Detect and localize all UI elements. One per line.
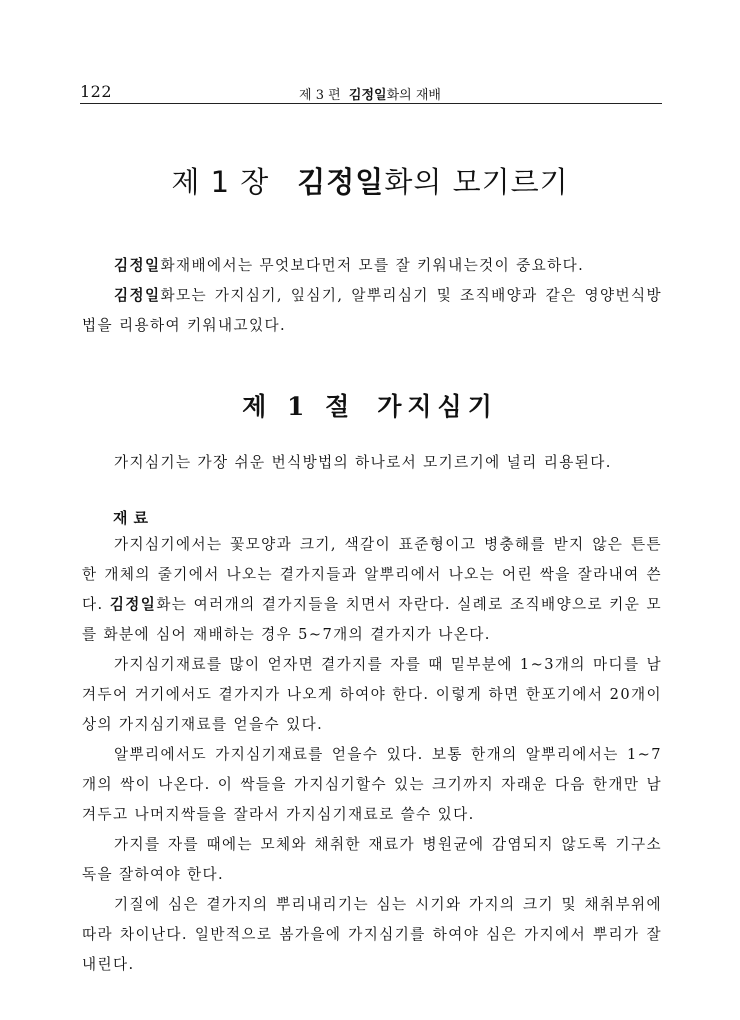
subheading-materials: 재료 (113, 509, 154, 527)
body-p1-bold: 김정일 (109, 596, 157, 613)
section-intro: 가지심기는 가장 쉬운 번식방법의 하나로서 모기르기에 널리 리용된다. (114, 454, 612, 471)
running-head-rest: 화의 재배 (386, 88, 441, 103)
section-number: 제 1 절 (242, 392, 356, 421)
body-p1-text-a: 가지심기에서는 꽃모양과 크기, 색갈이 표준형이고 병충해를 받지 않은 튼튼한 개체의 줄기에서 나오는 곁가지들과 알뿌리에서 나오는 어린 싹을 잘라내여 쓴다. (82, 536, 662, 613)
running-head-part: 제 3 편 (299, 88, 349, 103)
body-paragraph-1 (82, 530, 662, 650)
section-title (0, 387, 740, 423)
header-rule (80, 103, 662, 104)
chapter-number: 제 1 장 (171, 165, 270, 199)
intro-p1-text: 화재배에서는 무엇보다먼저 모를 잘 키워내는것이 중요하다. (160, 257, 585, 274)
chapter-title-rest: 화의 모기르기 (384, 165, 569, 199)
page-header (80, 78, 660, 104)
running-head-bold: 김정일 (348, 88, 387, 103)
body-paragraph-3: 알뿌리에서도 가지심기재료를 얻을수 있다. 보통 한개의 알뿌리에서는 1∼7개의 싹이 나온다. 이 싹들을 가지심기할수 있는 크기까지 자래운 다음 한개만 남겨두고 나머지싹들을 잘라서 가지심기재료로 쓸수 있다. (82, 746, 662, 823)
section-title-text: 가지심기 (377, 392, 498, 421)
body-paragraph-5: 기질에 심은 곁가지의 뿌리내리기는 심는 시기와 가지의 크기 및 채취부위에 따라 차이난다. 일반적으로 봄가을에 가지심기를 하여야 심은 가지에서 뿌리가 잘 내린다. (82, 896, 662, 973)
running-head (80, 84, 660, 103)
intro-p1-bold: 김정일 (114, 257, 161, 274)
body-paragraph-4: 가지를 자를 때에는 모체와 채취한 재료가 병원균에 감염되지 않도록 기구소독을 잘하여야 한다. (82, 836, 662, 883)
page-number: 122 (80, 82, 113, 101)
body-p1-text-b: 화는 여러개의 곁가지들을 치면서 자란다. 실례로 조직배양으로 키운 모를 화분에 심어 재배하는 경우 5∼7개의 곁가지가 나온다. (82, 596, 662, 643)
body-paragraph-2: 가지심기재료를 많이 얻자면 곁가지를 자를 때 밑부분에 1∼3개의 마디를 남겨두어 거기에서도 곁가지가 나오게 하여야 한다. 이렇게 하면 한포기에서 20개이상의 가지심기재료를 얻을수 있다. (82, 656, 662, 733)
intro-p2-bold: 김정일 (114, 287, 161, 304)
chapter-title-bold: 김정일 (297, 165, 385, 199)
intro-paragraph-2 (82, 281, 662, 341)
intro-paragraph-1 (82, 251, 662, 281)
intro-p2-text: 화모는 가지심기, 잎심기, 알뿌리심기 및 조직배양과 같은 영양번식방법을 리용하여 키워내고있다. (82, 287, 662, 334)
chapter-title (0, 160, 740, 201)
